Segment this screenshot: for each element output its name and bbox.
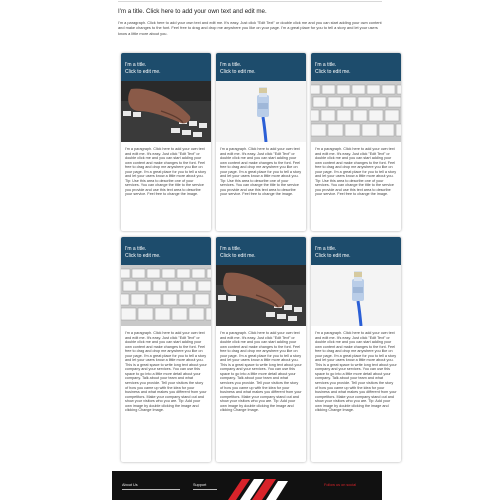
card-description: I'm a paragraph. Click here to add your own text and edit me. It's easy. Just click "Edit Text" or double click me and you can start adding your own content and make changes to the font. Feel free to drag and drop me anywhere you like on your page. I'm a great place for you to tell a story and let your users know a little more about you. This is a great space to write long text about your company and your services. You can use this space to go into a little more detail about your company. Talk about your team and what services you provide. Tell your visitors the story of how you came up with the idea for your business and what makes you different from your competitors. Make your company stand out and show your visitors who you are. Tip: Add your own image by double clicking the image and clicking Change Image. xyxy=(220,331,302,413)
brand-logo-icon xyxy=(222,471,288,500)
hand-on-laptop-keyboard-image xyxy=(121,81,211,142)
card-header[interactable] xyxy=(216,237,306,265)
service-card xyxy=(216,237,306,462)
card-title[interactable]: I'm a title. Click to edit me. xyxy=(220,246,256,259)
service-card xyxy=(311,53,401,231)
card-header[interactable] xyxy=(311,237,401,265)
card-header[interactable] xyxy=(121,53,211,81)
intro-paragraph: I'm a paragraph. Click here to add your own text and edit me. It's easy. Just click "Edit Text" or double click me and you can start adding your own content and make changes to the font. Feel free to drag and drop me anywhere you like on your page. I'm a great place for you to tell a story and let your users know a little more about you. xyxy=(118,20,382,36)
card-image[interactable] xyxy=(121,265,211,326)
top-divider xyxy=(118,1,382,2)
card-header[interactable] xyxy=(121,237,211,265)
card-description: I'm a paragraph. Click here to add your own text and edit me. It's easy. Just click "Edit Text" or double click me and you can start adding your own content and make changes to the font. Feel free to drag and drop me anywhere you like on your page. I'm a great place for you to tell a story and let your users know a little more about you. Tip: Use this area to describe one of your services. You can change the title to the service you provide and use this text area to describe your service. Feel free to change the image. xyxy=(315,147,397,197)
card-description: I'm a paragraph. Click here to add your own text and edit me. It's easy. Just click "Edit Text" or double click me and you can start adding your own content and make changes to the font. Feel free to drag and drop me anywhere you like on your page. I'm a great place for you to tell a story and let your users know a little more about you. Tip: Use this area to describe one of your services. You can change the title to the service you provide and use this text area to describe your service. Feel free to change the image. xyxy=(220,147,302,197)
card-title[interactable]: I'm a title. Click to edit me. xyxy=(315,62,351,75)
card-image[interactable] xyxy=(216,81,306,142)
card-header[interactable] xyxy=(216,53,306,81)
page-title: I'm a title. Click here to add your own text and edit me. xyxy=(118,8,267,15)
service-card xyxy=(311,237,401,462)
site-footer xyxy=(112,471,382,500)
footer-divider xyxy=(122,489,180,490)
footer-social-link[interactable]: Follow us on social xyxy=(324,483,357,487)
card-image[interactable] xyxy=(121,81,211,142)
card-title[interactable]: I'm a title. Click to edit me. xyxy=(125,246,161,259)
card-title[interactable]: I'm a title. Click to edit me. xyxy=(315,246,351,259)
card-description: I'm a paragraph. Click here to add your own text and edit me. It's easy. Just click "Edit Text" or double click me and you can start adding your own content and make changes to the font. Feel free to drag and drop me anywhere you like on your page. I'm a great place for you to tell a story and let your users know a little more about you. This is a great space to write long text about your company and your services. You can use this space to go into a little more detail about your company. Talk about your team and what services you provide. Tell your visitors the story of how you came up with the idea for your business and what makes you different from your competitors. Make your company stand out and show your visitors who you are. Tip: Add your own image by double clicking the image and clicking Change Image. xyxy=(315,331,397,413)
card-description: I'm a paragraph. Click here to add your own text and edit me. It's easy. Just click "Edit Text" or double click me and you can start adding your own content and make changes to the font. Feel free to drag and drop me anywhere you like on your page. I'm a great place for you to tell a story and let your users know a little more about you. Tip: Use this area to describe one of your services. You can change the title to the service you provide and use this text area to describe your service. Feel free to change the image. xyxy=(125,147,207,197)
ethernet-cable-image xyxy=(311,265,401,326)
service-card xyxy=(121,53,211,231)
keyboard-closeup-image xyxy=(311,81,401,142)
card-image[interactable] xyxy=(311,265,401,326)
card-image[interactable] xyxy=(216,265,306,326)
footer-divider xyxy=(193,489,217,490)
keyboard-closeup-image xyxy=(121,265,211,326)
service-card xyxy=(216,53,306,231)
card-title[interactable]: I'm a title. Click to edit me. xyxy=(220,62,256,75)
card-header[interactable] xyxy=(311,53,401,81)
card-description: I'm a paragraph. Click here to add your own text and edit me. It's easy. Just click "Edit Text" or double click me and you can start adding your own content and make changes to the font. Feel free to drag and drop me anywhere you like on your page. I'm a great place for you to tell a story and let your users know a little more about you. This is a great space to write long text about your company and your services. You can use this space to go into a little more detail about your company. Talk about your team and what services you provide. Tell your visitors the story of how you came up with the idea for your business and what makes you different from your competitors. Make your company stand out and show your visitors who you are. Tip: Add your own image by double clicking the image and clicking Change Image. xyxy=(125,331,207,413)
footer-about-link[interactable]: About Us xyxy=(122,483,138,487)
footer-support-link[interactable]: Support xyxy=(193,483,207,487)
card-title[interactable]: I'm a title. Click to edit me. xyxy=(125,62,161,75)
ethernet-cable-image xyxy=(216,81,306,142)
hand-on-laptop-keyboard-image xyxy=(216,265,306,326)
service-card xyxy=(121,237,211,462)
card-image[interactable] xyxy=(311,81,401,142)
